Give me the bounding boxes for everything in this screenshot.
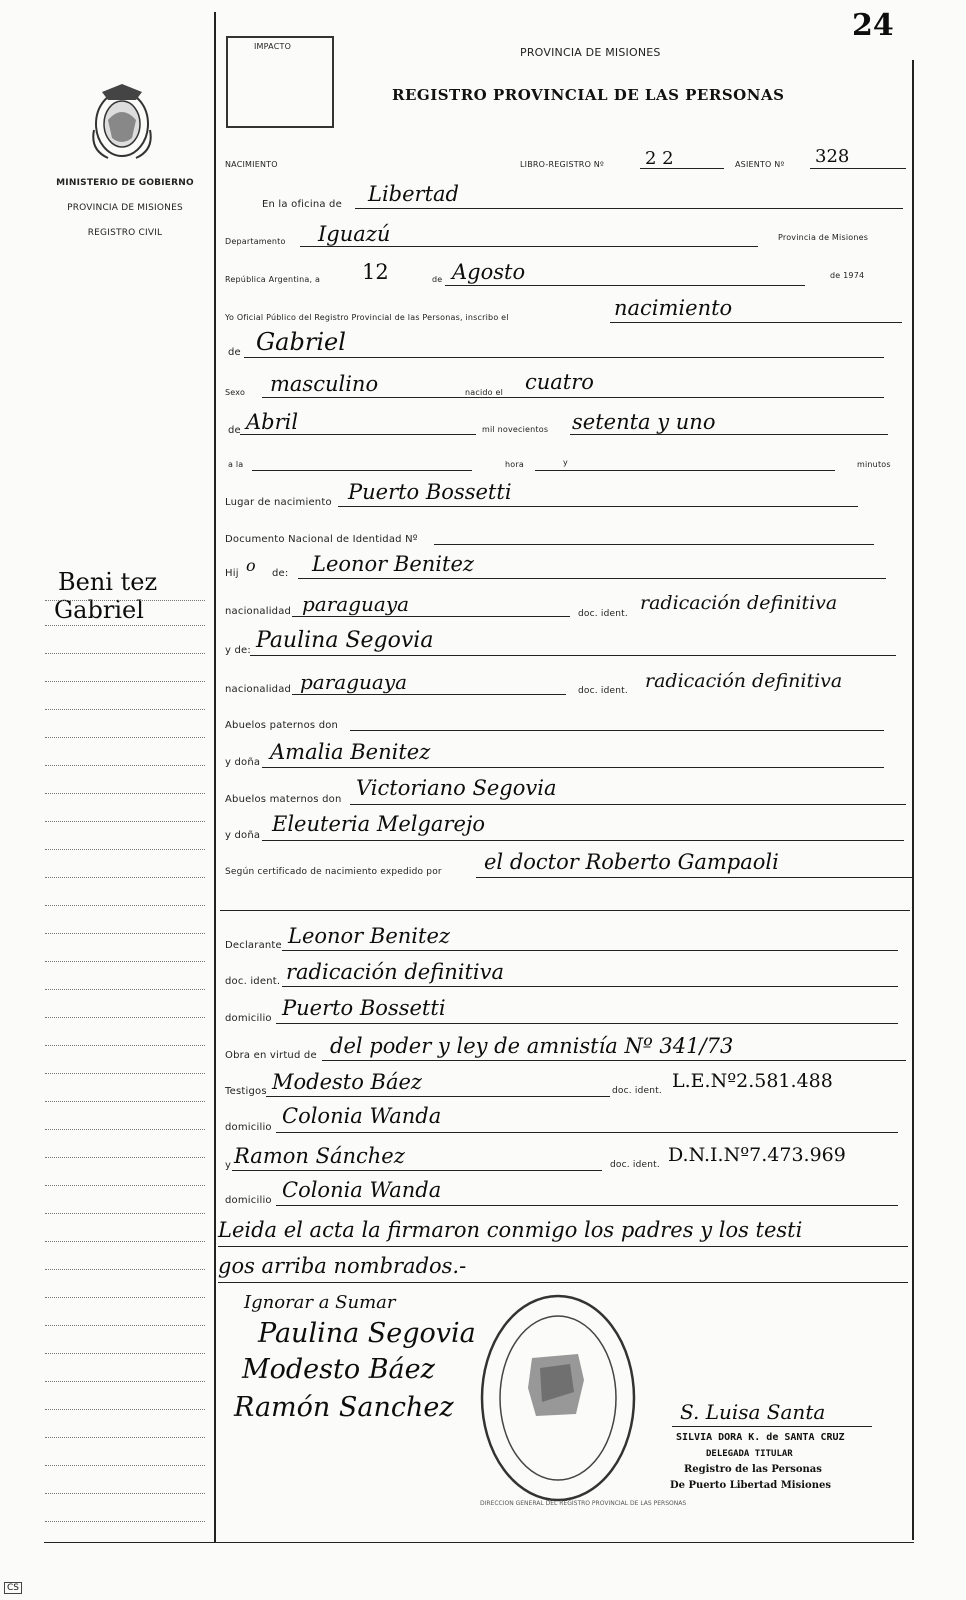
certificado-value: el doctor Roberto Gampaoli bbox=[484, 850, 779, 874]
form-left-border bbox=[214, 12, 216, 1542]
hora-label: hora bbox=[505, 460, 524, 469]
signature-modesto: Modesto Báez bbox=[242, 1354, 435, 1385]
province-heading: PROVINCIA DE MISIONES bbox=[520, 46, 661, 59]
sexo-label: Sexo bbox=[225, 388, 246, 397]
registry-label: REGISTRO CIVIL bbox=[87, 228, 163, 238]
y-testigo-doc-value: D.N.I.Nº7.473.969 bbox=[668, 1144, 846, 1166]
stamp-box bbox=[226, 36, 334, 128]
lugar-value: Puerto Bossetti bbox=[348, 480, 512, 504]
de-value: Gabriel bbox=[256, 328, 346, 356]
y-label: y bbox=[563, 458, 568, 467]
margin-note-surname: Beni tez bbox=[58, 568, 158, 596]
coat-of-arms-icon bbox=[88, 80, 156, 164]
mes-value: Abril bbox=[246, 410, 299, 434]
republica-month: Agosto bbox=[452, 260, 526, 284]
signature-note: Ignorar a Sumar bbox=[244, 1292, 396, 1313]
mes-label: de bbox=[228, 425, 241, 436]
domicilio1-label: domicilio bbox=[225, 1013, 272, 1024]
signature-ramon: Ramón Sanchez bbox=[234, 1392, 454, 1423]
record-type: NACIMIENTO bbox=[225, 160, 278, 169]
signature-paulina: Paulina Segovia bbox=[258, 1318, 476, 1349]
doc-decl-value: radicación definitiva bbox=[286, 960, 504, 984]
mil-value: setenta y uno bbox=[572, 410, 716, 434]
mil-label: mil novecientos bbox=[482, 425, 549, 434]
form-right-border bbox=[912, 60, 914, 1540]
doc-decl-label: doc. ident. bbox=[225, 976, 281, 987]
scanner-mark-icon: CS bbox=[4, 1582, 22, 1594]
a-la-label: a la bbox=[228, 460, 244, 469]
nac2-doc-label: doc. ident. bbox=[578, 686, 628, 696]
dona1-value: Amalia Benitez bbox=[270, 740, 431, 764]
republica-label: República Argentina, a bbox=[225, 275, 321, 284]
sexo-value: masculino bbox=[270, 372, 379, 396]
libro-value: 2 2 bbox=[645, 148, 674, 169]
dona2-value: Eleuteria Melgarejo bbox=[272, 812, 486, 836]
obra-label: Obra en virtud de bbox=[225, 1050, 317, 1061]
closing-line-2: gos arriba nombrados.- bbox=[218, 1254, 467, 1278]
dni-label: Documento Nacional de Identidad Nº bbox=[225, 534, 418, 545]
nac1-doc-label: doc. ident. bbox=[578, 609, 628, 619]
domicilio1-value: Puerto Bossetti bbox=[282, 996, 446, 1020]
official-office-1: Registro de las Personas bbox=[684, 1464, 822, 1475]
nac2-label: nacionalidad bbox=[225, 684, 292, 695]
libro-label: LIBRO-REGISTRO Nº bbox=[520, 160, 604, 169]
nac1-label: nacionalidad bbox=[225, 606, 292, 617]
minutos-label: minutos bbox=[857, 460, 891, 469]
page-number: 24 bbox=[852, 8, 894, 43]
testigos-label: Testigos bbox=[225, 1086, 267, 1097]
dona2-label: y doña bbox=[225, 830, 261, 841]
lugar-label: Lugar de nacimiento bbox=[225, 497, 332, 508]
inscribo-label: Yo Oficial Público del Registro Provincial de las Personas, inscribo el bbox=[225, 313, 509, 322]
inscribo-value: nacimiento bbox=[614, 296, 733, 320]
testigos-doc-label: doc. ident. bbox=[612, 1086, 662, 1096]
departamento-value: Iguazú bbox=[318, 222, 391, 246]
testigos-value: Modesto Báez bbox=[272, 1070, 422, 1094]
margin-note-name: Gabriel bbox=[54, 596, 144, 624]
oficina-value: Libertad bbox=[368, 182, 459, 206]
official-seal-icon bbox=[478, 1292, 638, 1504]
official-name: SILVIA DORA K. de SANTA CRUZ bbox=[676, 1432, 845, 1443]
departamento-suffix: Provincia de Misiones bbox=[778, 233, 869, 242]
closing-line-1: Leida el acta la firmaron conmigo los padres y los testi bbox=[218, 1218, 803, 1242]
asiento-label: ASIENTO Nº bbox=[735, 160, 785, 169]
certificado-label: Según certificado de nacimiento expedido por bbox=[225, 867, 442, 877]
abuelos-mat-label: Abuelos maternos don bbox=[225, 794, 342, 805]
hijo-value: Leonor Benitez bbox=[312, 552, 474, 576]
y-testigo-doc-label: doc. ident. bbox=[610, 1160, 660, 1170]
nac2-value: paraguaya bbox=[300, 670, 408, 694]
hijo-suffix: o bbox=[246, 556, 256, 575]
domicilio3-label: domicilio bbox=[225, 1195, 272, 1206]
yde-value: Paulina Segovia bbox=[256, 628, 434, 653]
official-title: DELEGADA TITULAR bbox=[706, 1449, 793, 1459]
departamento-label: Departamento bbox=[225, 237, 286, 246]
testigos-doc-value: L.E.Nº2.581.488 bbox=[672, 1070, 833, 1092]
province-label: PROVINCIA DE MISIONES bbox=[67, 203, 183, 213]
domicilio2-label: domicilio bbox=[225, 1122, 272, 1133]
republica-de-label: de bbox=[432, 275, 443, 284]
ministry-label: MINISTERIO DE GOBIERNO bbox=[56, 178, 194, 188]
yde-label: y de: bbox=[225, 645, 251, 656]
y-testigo-label: y bbox=[225, 1160, 232, 1171]
declarante-value: Leonor Benitez bbox=[288, 924, 450, 948]
official-signature: S. Luisa Santa bbox=[680, 1400, 826, 1424]
stamp-box-label: IMPACTO bbox=[254, 42, 292, 51]
republica-day: 12 bbox=[362, 260, 389, 284]
nac2-doc-value: radicación definitiva bbox=[645, 670, 843, 692]
nac1-doc-value: radicación definitiva bbox=[640, 592, 838, 614]
hijo-de-label: de: bbox=[272, 568, 289, 579]
de-label: de bbox=[228, 347, 241, 358]
abuelos-pat-label: Abuelos paternos don bbox=[225, 720, 339, 731]
declarante-label: Declarante bbox=[225, 940, 282, 951]
republica-year: de 1974 bbox=[830, 271, 865, 280]
y-testigo-value: Ramon Sánchez bbox=[234, 1144, 405, 1168]
hijo-label: Hij bbox=[225, 568, 239, 579]
oficina-label: En la oficina de bbox=[262, 199, 342, 210]
official-office-2: De Puerto Libertad Misiones bbox=[670, 1480, 831, 1491]
nacido-label: nacido el bbox=[465, 388, 504, 397]
nac1-value: paraguaya bbox=[302, 592, 410, 616]
abuelos-mat-value: Victoriano Segovia bbox=[356, 776, 557, 800]
obra-value: del poder y ley de amnistía Nº 341/73 bbox=[330, 1034, 734, 1058]
nacido-value: cuatro bbox=[525, 370, 594, 394]
asiento-value: 328 bbox=[815, 146, 850, 167]
document-title: REGISTRO PROVINCIAL DE LAS PERSONAS bbox=[392, 86, 785, 104]
domicilio2-value: Colonia Wanda bbox=[282, 1104, 442, 1128]
seal-text: DIRECCION GENERAL DEL REGISTRO PROVINCIAL DE LAS PERSONAS bbox=[480, 1500, 687, 1507]
domicilio3-value: Colonia Wanda bbox=[282, 1178, 442, 1202]
dona1-label: y doña bbox=[225, 757, 261, 768]
